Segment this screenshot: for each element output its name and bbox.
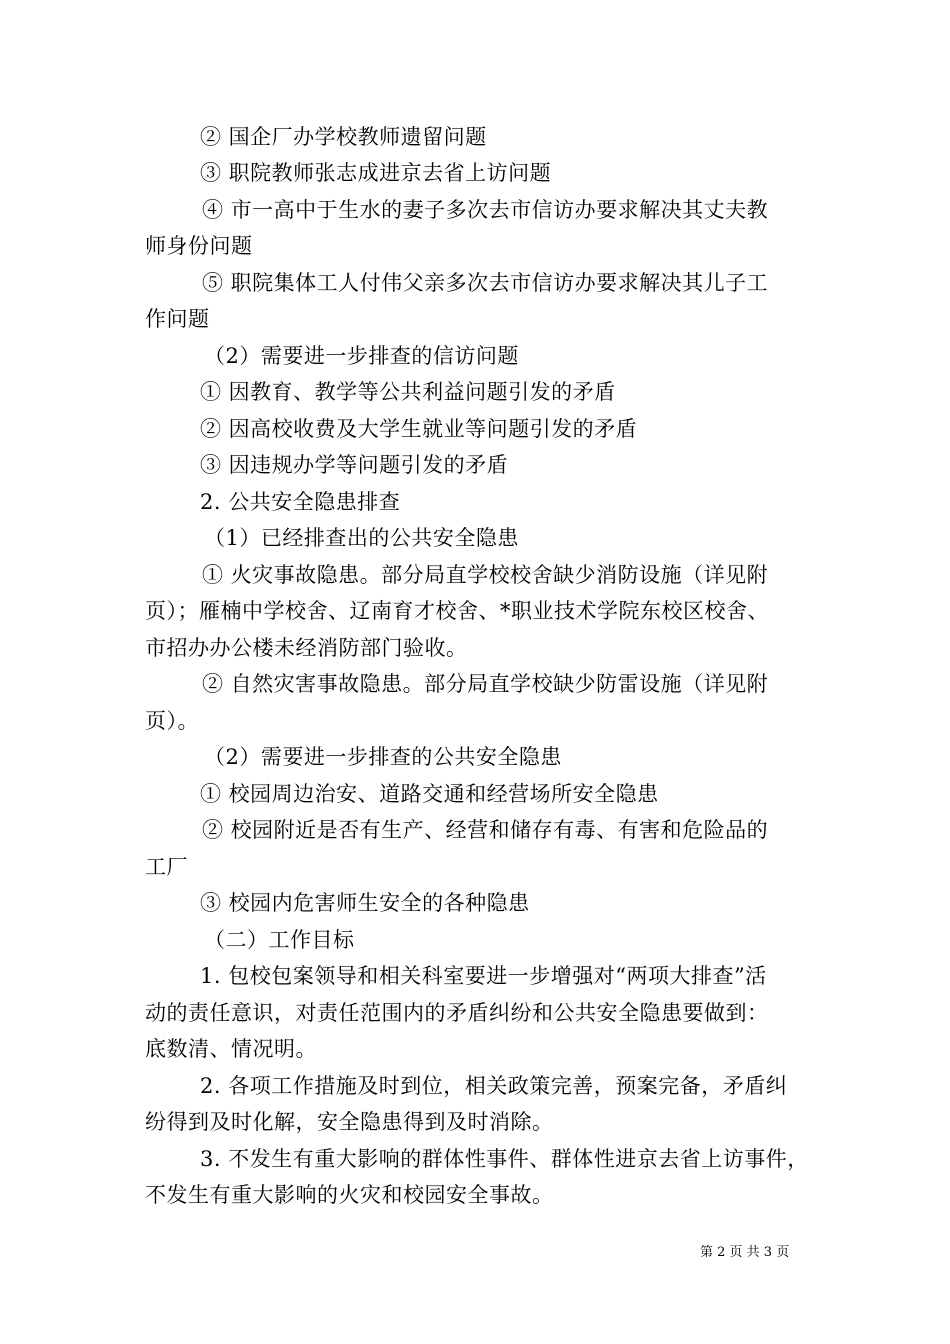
text-line: ④ 市一高中于生水的妻子多次去市信访办要求解决其丈夫教 [202,198,769,222]
text-line: 纷得到及时化解，安全隐患得到及时消除。 [145,1110,554,1134]
text-line: 1. 包校包案领导和相关科室要进一步增强对“两项大排查”活 [200,964,767,988]
text-line: 作问题 [145,307,210,331]
text-line: 市招办办公楼未经消防部门验收。 [145,636,468,660]
text-line: ② 因高校收费及大学生就业等问题引发的矛盾 [200,417,638,441]
text-line: ① 火灾事故隐患。部分局直学校校舍缺少消防设施（详见附 [202,563,769,587]
text-line: ③ 校园内危害师生安全的各种隐患 [200,891,530,915]
text-line: ③ 因违规办学等问题引发的矛盾 [200,453,509,477]
text-line: 底数清、情况明。 [145,1037,317,1061]
page-number: 第 2 页 共 3 页 [700,1245,790,1260]
text-line: 2. 各项工作措施及时到位，相关政策完善，预案完备，矛盾纠 [200,1074,788,1098]
text-line: ① 因教育、教学等公共利益问题引发的矛盾 [200,380,616,404]
text-line: 3. 不发生有重大影响的群体性事件、群体性进京去省上访事件， [200,1147,809,1171]
text-line: 工厂 [145,855,188,879]
text-line: ② 校园附近是否有生产、经营和储存有毒、有害和危险品的 [202,818,769,842]
text-line: 页）；雁楠中学校舍、辽南育才校舍、*职业技术学院东校区校舍、 [145,599,769,623]
text-line: ① 校园周边治安、道路交通和经营场所安全隐患 [200,782,659,806]
text-line: ② 自然灾害事故隐患。部分局直学校缺少防雷设施（详见附 [202,672,769,696]
text-line: ② 国企厂办学校教师遗留问题 [200,125,487,149]
text-line: 不发生有重大影响的火灾和校园安全事故。 [145,1183,554,1207]
text-line: （2）需要进一步排查的信访问题 [204,344,519,368]
text-line: （1）已经排查出的公共安全隐患 [204,526,519,550]
text-line: 2. 公共安全隐患排查 [200,490,401,514]
text-line: 师身份问题 [145,234,253,258]
text-line: （二）工作目标 [204,928,355,952]
text-line: （2）需要进一步排查的公共安全隐患 [204,745,562,769]
text-line: 页）。 [145,709,199,733]
text-line: ⑤ 职院集体工人付伟父亲多次去市信访办要求解决其儿子工 [202,271,769,295]
text-line: ③ 职院教师张志成进京去省上访问题 [200,161,552,185]
text-line: 动的责任意识，对责任范围内的矛盾纠纷和公共安全隐患要做到： [145,1001,769,1025]
